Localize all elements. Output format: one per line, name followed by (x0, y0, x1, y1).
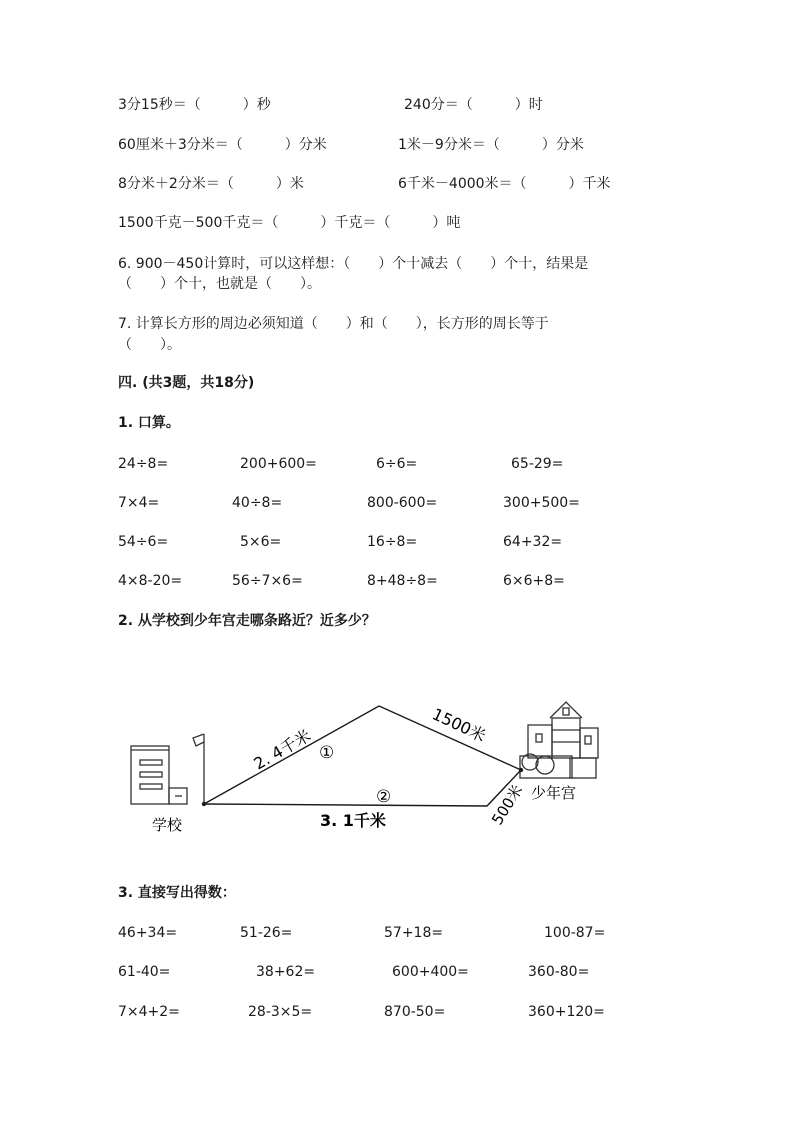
direct-item: 360+120= (528, 1004, 605, 1020)
direct-item: 600+400= (392, 964, 469, 980)
question-7-line2: （ ）。 (118, 337, 181, 353)
oral-item: 4×8-20= (118, 573, 183, 589)
conversion-1b: 240分＝（ ）时 (404, 97, 543, 113)
oral-item: 6÷6= (376, 456, 418, 472)
direct-item: 100-87= (544, 925, 606, 941)
youth-palace-icon (520, 702, 598, 778)
palace-point (519, 768, 523, 772)
oral-item: 16÷8= (367, 534, 418, 550)
route-question-title: 2. 从学校到少年宫走哪条路近？近多少？ (118, 613, 376, 629)
oral-item: 200+600= (240, 456, 317, 472)
oral-item: 24÷8= (118, 456, 169, 472)
conversion-2a: 60厘米＋3分米＝（ ）分米 (118, 137, 327, 153)
conversion-1a: 3分15秒＝（ ）秒 (118, 97, 271, 113)
oral-item: 8+48÷8= (367, 573, 438, 589)
direct-item: 46+34= (118, 925, 178, 941)
question-6-line1: 6. 900－450计算时，可以这样想：（ ）个十减去（ ）个十，结果是 (118, 256, 589, 272)
direct-item: 7×4+2= (118, 1004, 180, 1020)
upper-right-distance: 1500米 (429, 704, 489, 746)
conversion-4: 1500千克－500千克＝（ ）千克＝（ ）吨 (118, 215, 461, 231)
direct-item: 870-50= (384, 1004, 446, 1020)
oral-item: 54÷6= (118, 534, 169, 550)
conversion-3b: 6千米－4000米＝（ ）千米 (398, 176, 611, 192)
school-point (202, 802, 206, 806)
oral-item: 40÷8= (232, 495, 283, 511)
question-6-line2: （ ）个十，也就是（ ）。 (118, 276, 321, 292)
direct-item: 51-26= (240, 925, 293, 941)
oral-item: 5×6= (240, 534, 282, 550)
direct-item: 61-40= (118, 964, 171, 980)
conversion-2b: 1米－9分米＝（ ）分米 (398, 137, 584, 153)
direct-item: 28-3×5= (248, 1004, 313, 1020)
oral-item: 300+500= (503, 495, 580, 511)
direct-answer-title: 3. 直接写出得数： (118, 885, 236, 901)
route-2-marker: ② (376, 787, 392, 807)
direct-item: 360-80= (528, 964, 590, 980)
palace-label: 少年宫 (531, 784, 577, 802)
oral-item: 6×6+8= (503, 573, 565, 589)
route-1-marker: ① (319, 743, 335, 763)
question-7-line1: 7. 计算长方形的周边必须知道（ ）和（ ），长方形的周长等于 (118, 316, 549, 332)
oral-calc-title: 1. 口算。 (118, 415, 180, 431)
oral-item: 800-600= (367, 495, 438, 511)
upper-left-distance: 2. 4千米 (250, 725, 315, 774)
oral-item: 7×4= (118, 495, 160, 511)
direct-item: 57+18= (384, 925, 444, 941)
oral-item: 65-29= (511, 456, 564, 472)
section-4-heading: 四. (共3题，共18分) (118, 375, 255, 391)
school-building-icon (131, 734, 204, 804)
school-label: 学校 (152, 816, 183, 834)
conversion-3a: 8分米＋2分米＝（ ）米 (118, 176, 304, 192)
oral-item: 64+32= (503, 534, 563, 550)
direct-item: 38+62= (256, 964, 316, 980)
short-side-distance: 500米 (488, 781, 527, 829)
oral-item: 56÷7×6= (232, 573, 303, 589)
bottom-distance: 3. 1千米 (320, 811, 386, 830)
